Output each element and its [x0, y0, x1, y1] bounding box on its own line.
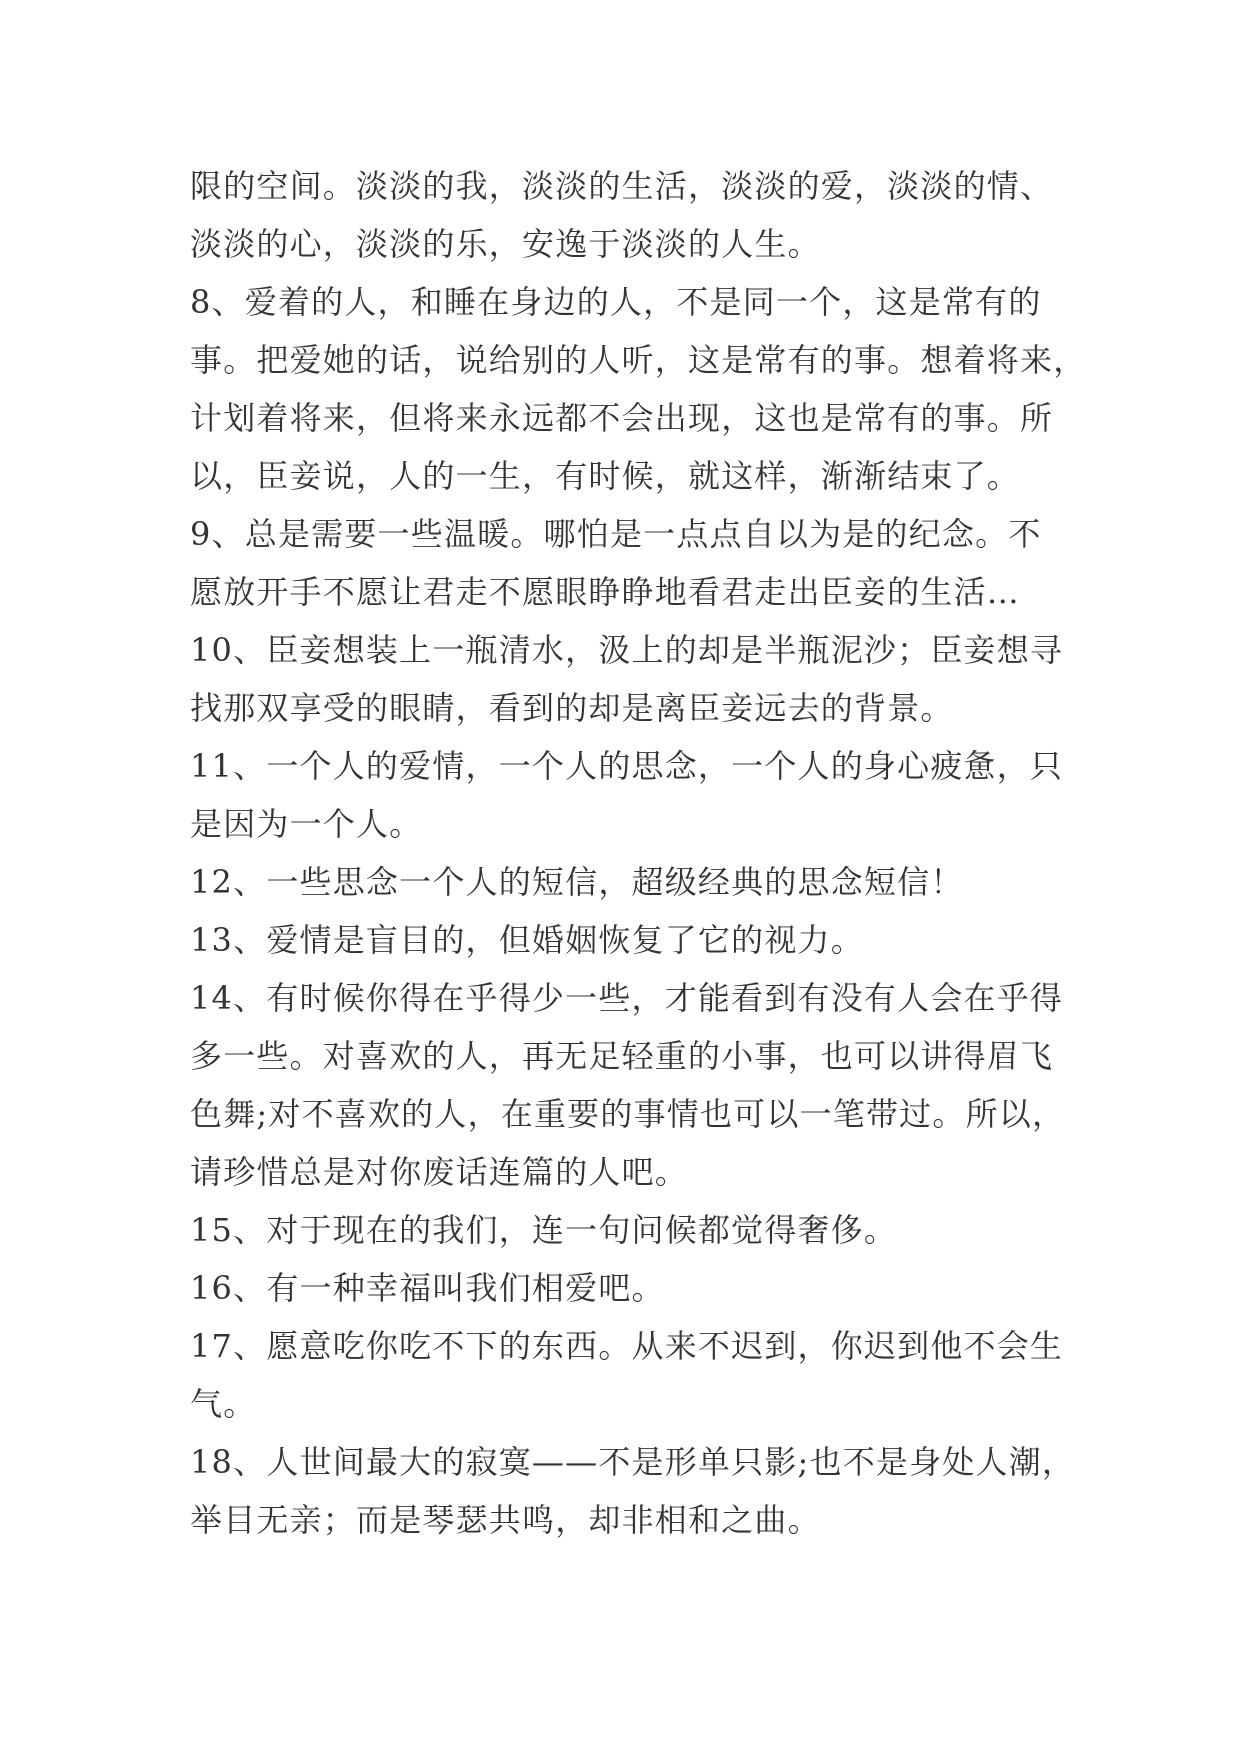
text-line: 多一些。对喜欢的人，再无足轻重的小事，也可以讲得眉飞	[190, 1037, 1054, 1075]
text-line: 14、有时候你得在乎得少一些，才能看到有没有人会在乎得	[190, 979, 1064, 1017]
text-line: 事。把爱她的话，说给别的人听，这是常有的事。想着将来，	[190, 341, 1087, 379]
text-line: 计划着将来，但将来永远都不会出现，这也是常有的事。所	[190, 399, 1054, 437]
text-line: 举目无亲；而是琴瑟共鸣，却非相和之曲。	[190, 1501, 821, 1539]
document-body	[190, 157, 1090, 1549]
text-line: 色舞;对不喜欢的人，在重要的事情也可以一笔带过。所以，	[190, 1095, 1066, 1133]
text-line: 愿放开手不愿让君走不愿眼睁睁地看君走出臣妾的生活…	[190, 573, 1021, 611]
text-line: 淡淡的心，淡淡的乐，安逸于淡淡的人生。	[190, 225, 821, 263]
text-line: 8、爱着的人，和睡在身边的人，不是同一个，这是常有的	[190, 283, 1042, 321]
text-line: 以，臣妾说，人的一生，有时候，就这样，渐渐结束了。	[190, 457, 1021, 495]
text-line: 17、愿意吃你吃不下的东西。从来不迟到，你迟到他不会生	[190, 1327, 1064, 1365]
text-line: 气。	[190, 1385, 257, 1423]
text-line: 是因为一个人。	[190, 805, 423, 843]
text-line: 请珍惜总是对你废话连篇的人吧。	[190, 1153, 689, 1191]
text-line: 12、一些思念一个人的短信，超级经典的思念短信！	[190, 863, 964, 901]
text-line: 18、人世间最大的寂寞——不是形单只影;也不是身处人潮，	[190, 1443, 1076, 1481]
text-line: 16、有一种幸福叫我们相爱吧。	[190, 1269, 665, 1307]
text-line: 13、爱情是盲目的，但婚姻恢复了它的视力。	[190, 921, 864, 959]
text-line: 10、臣妾想装上一瓶清水，汲上的却是半瓶泥沙；臣妾想寻	[190, 631, 1064, 669]
text-line: 限的空间。淡淡的我，淡淡的生活，淡淡的爱，淡淡的情、	[190, 167, 1054, 205]
text-line: 找那双享受的眼睛，看到的却是离臣妾远去的背景。	[190, 689, 954, 727]
text-line: 11、一个人的爱情，一个人的思念，一个人的身心疲惫，只	[190, 747, 1064, 785]
text-line: 15、对于现在的我们，连一句问候都觉得奢侈。	[190, 1211, 898, 1249]
text-line: 9、总是需要一些温暖。哪怕是一点点自以为是的纪念。不	[190, 515, 1042, 553]
